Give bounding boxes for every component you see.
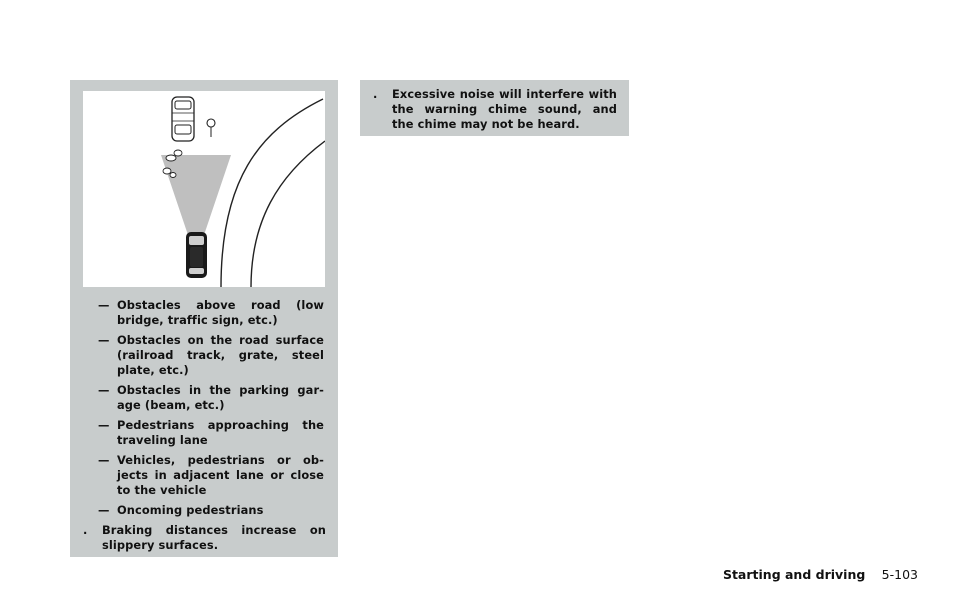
list-item: — Pedestrians approaching the traveling lane — [98, 418, 324, 447]
right-text-block — [360, 87, 629, 132]
list-item: — Obstacles in the parking gar- age (beam, etc.) — [98, 383, 324, 412]
detection-zone — [161, 155, 231, 235]
dash-mark: — — [98, 503, 110, 517]
dash-mark: — — [98, 383, 110, 397]
page-footer — [723, 567, 918, 582]
road-outer-edge — [251, 141, 325, 287]
dash-mark: — — [98, 453, 110, 467]
list-item: — Vehicles, pedestrians or ob- jects in adjacent lane or close to the vehicle — [98, 453, 324, 497]
bullet-mark: . — [373, 87, 378, 101]
bullet-item: . Braking distances increase on slippery surfaces. — [83, 523, 326, 552]
road-inner-edge — [221, 99, 323, 287]
list-item: — Oncoming pedestrians — [98, 503, 264, 517]
left-text-block — [70, 298, 338, 553]
traffic-sign — [207, 119, 215, 137]
road-curve-diagram — [83, 91, 325, 287]
dash-mark: — — [98, 298, 110, 312]
bullet-item: . Excessive noise will interfere with the warning chime sound, and the chime may not be heard. — [373, 87, 617, 131]
dash-mark: — — [98, 333, 110, 347]
driving-vehicle — [186, 232, 207, 278]
page-number: 5-103 — [881, 567, 918, 582]
right-caution-panel — [360, 80, 629, 136]
bullet-mark: . — [83, 523, 88, 537]
left-caution-panel — [70, 80, 338, 557]
parked-vehicle — [172, 97, 194, 141]
list-item: — Obstacles on the road surface (railroad track, grate, steel plate, etc.) — [98, 333, 324, 377]
section-title: Starting and driving — [722, 567, 866, 582]
list-item: — Obstacles above road (low bridge, traffic sign, etc.) — [98, 298, 324, 327]
sensor-detection-illustration — [83, 91, 325, 287]
dash-mark: — — [98, 418, 110, 432]
